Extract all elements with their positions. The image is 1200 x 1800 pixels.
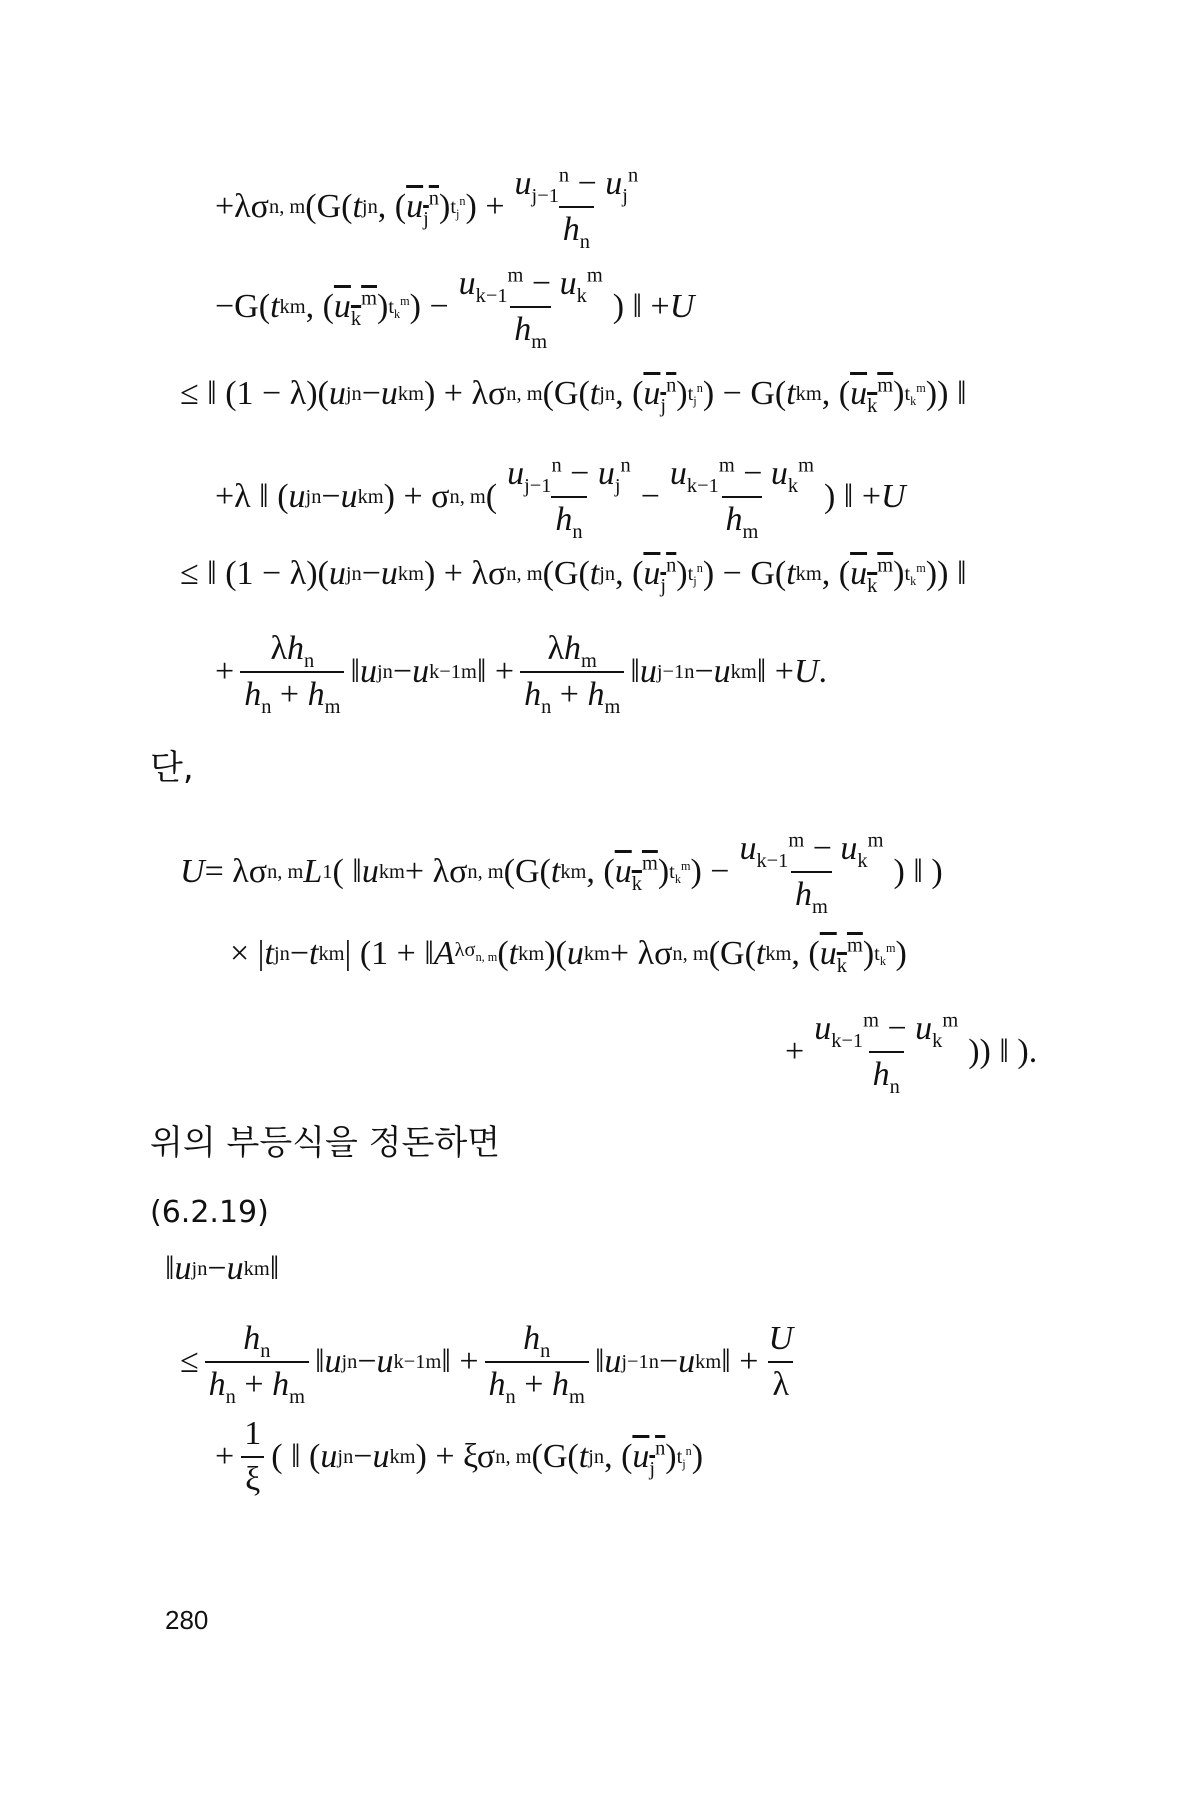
math-ineq-2: + $\frac{1}{\xi}$ ( ‖ ( u j n − u k m ) + ξσ n, m (G( t j n , ( $u_j^n$ ) $t_j^n$ ) xyxy=(215,1415,704,1498)
text-rearranged: 위의 부등식을 정돈하면 xyxy=(150,1123,501,1163)
math-norm: ‖ u j n − u k m ‖ xyxy=(165,1250,280,1287)
math-line-4: +λ ‖ ( u j n − u k m ) + σ n, m ( $\frac{u_{j-1}^n - u_j^n}{h_n}$ − $\frac{u_{k-1}^m - u_k^m}{h_m}$ ) ‖ + U xyxy=(215,454,906,543)
math-line-2: −G( t k m , ( $u_k^m$ ) $t_k^m$ ) − $\frac{u_{k-1}^m - u_k^m}{h_m}$ ) ‖ + U xyxy=(215,264,695,353)
page-number: 280 xyxy=(165,1605,209,1635)
math-line-3: ≤ ‖ (1 − λ)( u j n − u k m ) + λσ n, m (G( t j n , ( $u_j^n$ ) $t_j^n$ ) − G( t k m , ( $u_k^m$ ) $t_k^m$ )) ‖ xyxy=(180,374,967,417)
math-line-1: +λσ n, m (G( t j n , ( $u_j^n$ ) $t_j^n$ ) + $\frac{u_{j-1}^n - u_j^n}{h_n}$ xyxy=(215,164,639,253)
math-ineq-1: ≤ $\frac{h_n}{h_n + h_m}$ ‖ u j n − u k−1 m ‖ + $\frac{h_n}{h_n + h_m}$ ‖ u j−1 n − u k m ‖ + $\frac{U}{\lambda}$ xyxy=(180,1320,793,1408)
math-u-def-1: U = λσ n, m L 1 ( ‖ u k m + λσ n, m (G( t k m , ( $u_k^m$ ) $t_k^m$ ) − $\frac{u_{k-1}^m - u_k^m}{h_m}$ ) ‖ ) xyxy=(180,829,943,918)
math-u-def-2: × | t j n − t k m | (1 + ‖ A $\lambda\sigma_{n, m}$ ( t k m )( u k m + λσ n, m (G( t k m , ( $u_k^m$ ) $t_k^m$ ) xyxy=(230,934,907,977)
equation-label: (6.2.19) xyxy=(150,1195,269,1230)
math-line-5: ≤ ‖ (1 − λ)( u j n − u k m ) + λσ n, m (G( t j n , ( $u_j^n$ ) $t_j^n$ ) − G( t k m , ( $u_k^m$ ) $t_k^m$ )) ‖ xyxy=(180,554,967,597)
math-line-6: + $\frac{\lambda h_n}{h_n + h_m}$ ‖ u j n − u k−1 m ‖ + $\frac{\lambda h_m}{h_n + h_m}$ ‖ u j−1 n − u k m ‖ + U . xyxy=(215,630,828,718)
text-dan: 단, xyxy=(150,748,194,788)
math-u-def-3: + $\frac{u_{k-1}^m - u_k^m}{h_n}$ )) ‖ ). xyxy=(785,1009,1038,1098)
